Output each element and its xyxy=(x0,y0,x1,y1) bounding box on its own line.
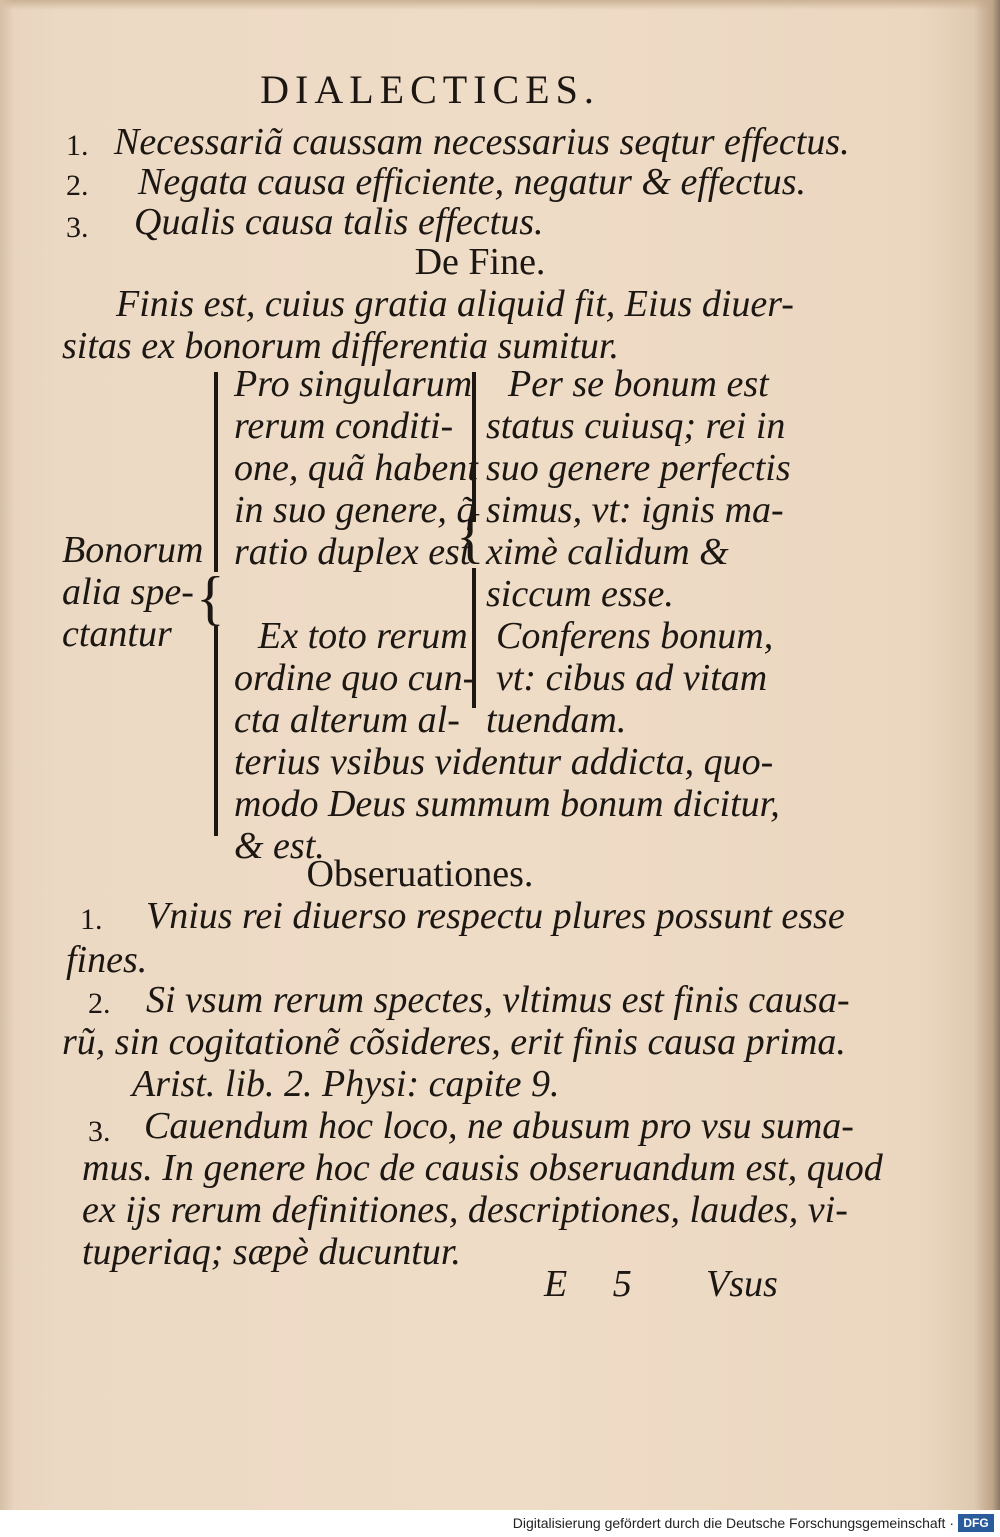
rule-text: Negata causa efficiente, negatur & effectus. xyxy=(138,161,807,203)
main-brace-point: { xyxy=(196,565,225,631)
main-brace-lower xyxy=(214,626,218,836)
sub-branch-line: siccum esse. xyxy=(486,573,674,615)
branch2-line: cta alterum al- xyxy=(234,699,460,741)
branch2-line: modo Deus summum bonum dicitur, xyxy=(234,783,780,825)
rule-text: Qualis causa talis effectus. xyxy=(134,201,544,243)
rule-number: 2. xyxy=(66,169,89,202)
branch1-line: one, quã habent xyxy=(234,447,478,489)
running-header: DIALECTICES. xyxy=(260,67,600,112)
page-top-edge xyxy=(0,0,1000,10)
branch2-line: Ex toto rerum xyxy=(258,615,468,657)
table-root-line: Bonorum xyxy=(62,529,204,571)
sub-branch-line: Conferens bonum, xyxy=(496,615,774,657)
observation-line: rũ, sin cogitationẽ cõsideres, erit finis causa prima. xyxy=(62,1021,846,1063)
observation-number: 2. xyxy=(88,987,111,1020)
branch1-line: ratio duplex est xyxy=(234,531,471,573)
observation-line: Si vsum rerum spectes, vltimus est finis causa- xyxy=(146,979,850,1021)
sub-branch-line: tuendam. xyxy=(486,699,627,741)
sub-branch-line: suo genere perfectis xyxy=(486,447,791,489)
rule-number: 1. xyxy=(66,129,89,162)
branch2-line: & est. xyxy=(234,825,325,867)
sub-branch-line: simus, vt: ignis ma- xyxy=(486,489,784,531)
catchword: Vsus xyxy=(706,1263,778,1305)
observation-number: 3. xyxy=(88,1115,111,1148)
observation-line: Vnius rei diuerso respectu plures possunt esse xyxy=(146,895,845,937)
observation-citation: Arist. lib. 2. Physi: capite 9. xyxy=(132,1063,560,1105)
page-right-edge xyxy=(974,0,1000,1510)
sub-branch-line: status cuiusq; rei in xyxy=(486,405,786,447)
observation-line: fines. xyxy=(66,939,148,981)
observation-line: mus. In genere hoc de causis obseruandum est, quod xyxy=(82,1147,883,1189)
sub-branch-line: vt: cibus ad vitam xyxy=(496,657,768,699)
sub-brace-upper xyxy=(472,372,476,522)
observation-line: Cauendum hoc loco, ne abusum pro vsu suma- xyxy=(144,1105,854,1147)
signature-mark: E 5 xyxy=(544,1263,650,1305)
sub-brace-point: { xyxy=(456,503,485,569)
dfg-logo: DFG xyxy=(958,1514,994,1532)
observation-line: ex ijs rerum definitiones, descriptiones, laudes, vi- xyxy=(82,1189,848,1231)
main-brace-upper xyxy=(214,372,218,572)
table-root-line: ctantur xyxy=(62,613,172,655)
section-heading-de-fine: De Fine. xyxy=(414,241,546,283)
branch1-line: rerum conditi- xyxy=(234,405,454,447)
sub-branch-line: ximè calidum & xyxy=(486,531,729,573)
sub-branch-line: Per se bonum est xyxy=(508,363,769,405)
table-root-line: alia spe- xyxy=(62,571,194,613)
branch2-line: ordine quo cun- xyxy=(234,657,476,699)
rule-text: Necessariã caussam necessarius seqtur effectus. xyxy=(114,121,850,163)
branch2-line: terius vsibus videntur addicta, quo- xyxy=(234,741,774,783)
paragraph-line: Finis est, cuius gratia aliquid fit, Eius diuer- xyxy=(116,283,794,325)
footer-credit: Digitalisierung gefördert durch die Deutsche Forschungsgemeinschaft · xyxy=(512,1515,954,1531)
observation-number: 1. xyxy=(80,903,103,936)
observation-line: tuperiaq; sæpè ducuntur. xyxy=(82,1231,461,1273)
branch1-line: in suo genere, q̃ xyxy=(234,489,476,531)
paragraph-line: sitas ex bonorum differentia sumitur. xyxy=(62,325,619,367)
branch1-line: Pro singularum xyxy=(234,363,473,405)
page-left-edge xyxy=(0,0,14,1510)
section-heading-obseruationes: Obseruationes. xyxy=(306,853,534,895)
rule-number: 3. xyxy=(66,211,89,244)
digitization-footer xyxy=(0,1510,1000,1537)
